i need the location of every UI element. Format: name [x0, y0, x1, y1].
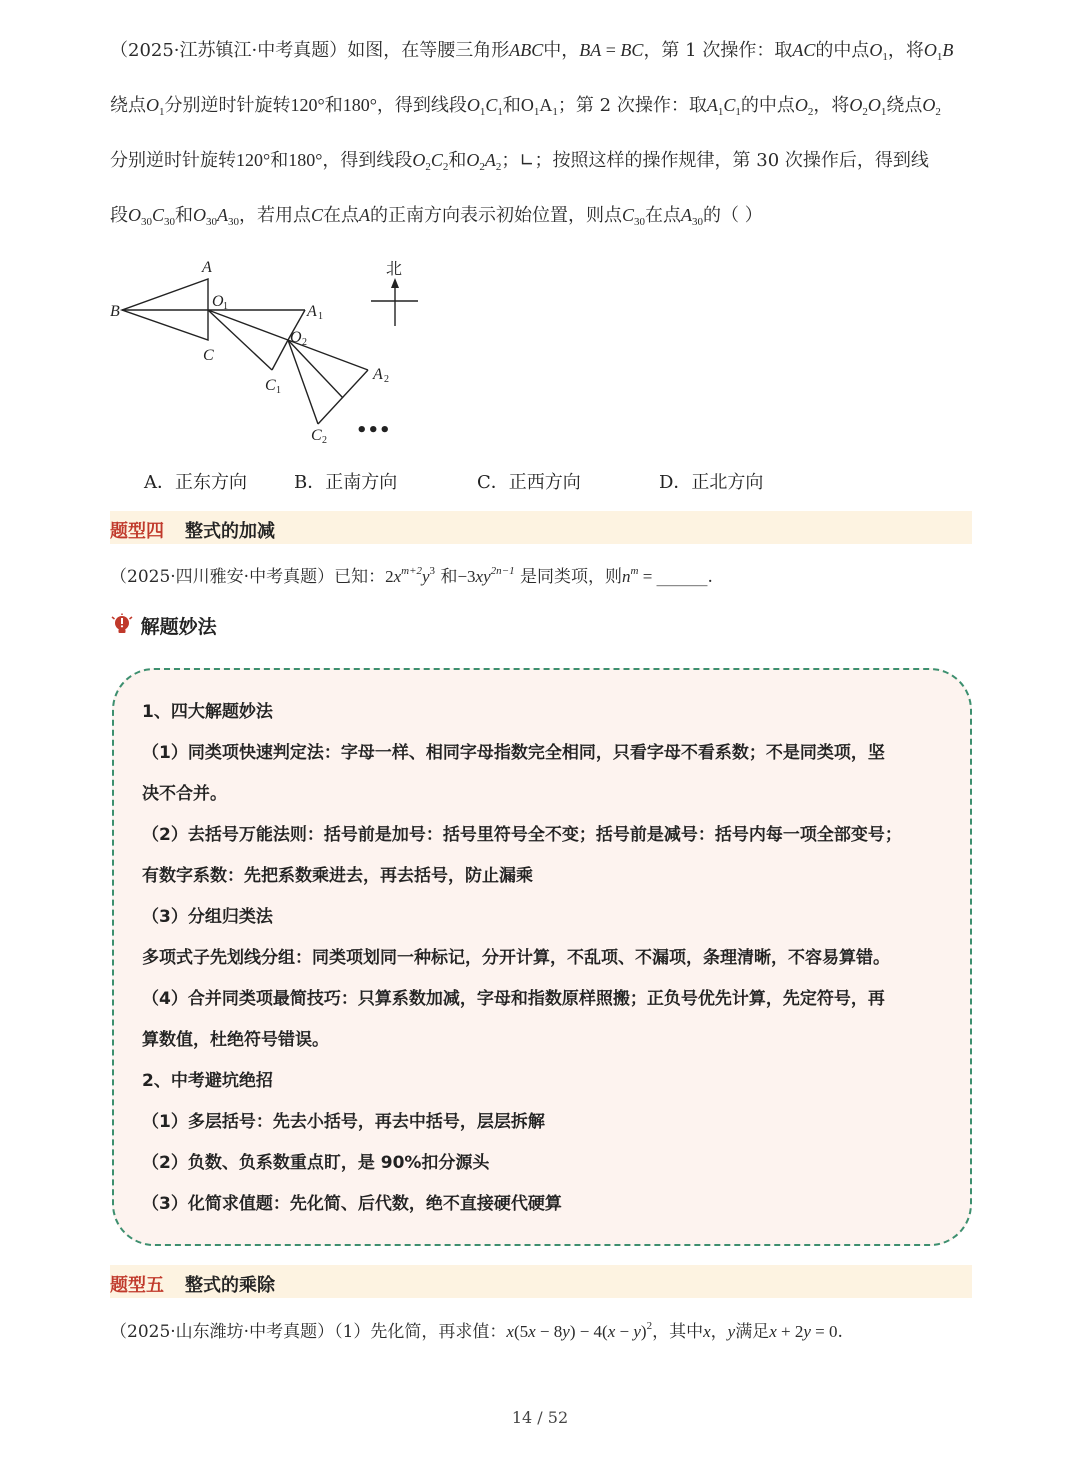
svg-text:1: 1: [276, 385, 281, 396]
lightbulb-icon: [110, 613, 134, 637]
svg-text:1: 1: [223, 301, 228, 312]
tips-line: （3）分组归类法: [142, 907, 273, 927]
label-a: A: [202, 259, 212, 276]
tips-line: 2、中考避坑绝招: [142, 1071, 273, 1091]
tips-line: （1）多层括号：先去小括号，再去中括号，层层拆解: [142, 1112, 545, 1132]
section-header-4: 题型四 整式的加减: [110, 511, 972, 544]
north-label: 北: [386, 259, 403, 278]
label-o1: O: [212, 293, 224, 310]
label-o2: O: [290, 329, 302, 346]
north-arrow-icon: [371, 278, 418, 326]
question-1: （2025·江苏镇江·中考真题）如图，在等腰三角形ABC中，BA = BC，第 1 次操作：取AC的中点$O_1$，将$O_1B$ 绕点$O_1$分别逆时针旋转120°和180°，得到线段$O_1C_1$和$O_1A_1$；第 2 次操作：取$A_1C_1$的中点$O_2$，将$O_2O_1$绕点$O_2$ 分别逆时针旋转120°和180°，得到线段$O_2C_2$和$O_2A_2$；∟；按照这样的操作规律，第 30 次操作后，得到线 段$O_{30}C_{30}$和$O_{30}A_{30}$，若用点C在点A的正南方向表示初始位置，则点$C_{30}$在点$A_{30}$的（ ）: [110, 40, 954, 228]
tips-line: 算数值，杜绝符号错误。: [142, 1030, 329, 1050]
tips-box: [112, 668, 972, 1246]
option-d[interactable]: D．正北方向: [659, 472, 764, 493]
option-c[interactable]: C．正西方向: [477, 472, 581, 493]
tips-line: 多项式子先划线分组：同类项划同一种标记，分开计算，不乱项、不漏项，条理清晰，不容易算错。: [142, 948, 890, 968]
label-c2: C: [311, 427, 322, 444]
svg-text:2: 2: [322, 435, 327, 446]
tips-line: 有数字系数：先把系数乘进去，再去括号，防止漏乘: [142, 866, 533, 886]
tips-title: 解题妙法: [110, 612, 217, 639]
label-a1: A: [307, 303, 317, 320]
section-header-5: 题型五 整式的乘除: [110, 1265, 972, 1298]
tips-line: （2）负数、负系数重点盯，是 90%扣分源头: [142, 1153, 490, 1173]
ellipsis-dots: •••: [356, 420, 391, 441]
label-b: B: [110, 303, 120, 320]
option-a[interactable]: A．正东方向: [144, 472, 247, 493]
tips-line: 1、四大解题妙法: [142, 702, 273, 722]
tips-line: （3）化简求值题：先化简、后代数，绝不直接硬代硬算: [142, 1194, 562, 1214]
tips-line: （1）同类项快速判定法：字母一样、相同字母指数完全相同，只看字母不看系数；不是同类项，坚: [142, 743, 885, 763]
answer-blank[interactable]: ______.: [656, 567, 713, 587]
svg-text:2: 2: [302, 337, 307, 348]
page-number: 14 / 52: [511, 1408, 569, 1427]
tips-line: （4）合并同类项最简技巧：只算系数加减，字母和指数原样照搬；正负号优先计算，先定符号，再: [142, 989, 885, 1009]
question-3: （2025·山东潍坊·中考真题）（1）先化简，再求值：$x(5x - 8y) - 4(x - y)^2$，其中x，y满足x + 2y = 0.: [110, 1320, 843, 1342]
label-a2: A: [373, 366, 383, 383]
svg-text:1: 1: [318, 311, 323, 322]
question-2: （2025·四川雅安·中考真题）已知：$2x^{m+2}y^3$ 和$-3xy^{2n-1}$ 是同类项，则$n^m$ = ______.: [110, 565, 713, 587]
tips-line: 决不合并。: [142, 784, 227, 804]
tips-line: （2）去括号万能法则：括号前是加号：括号里符号全不变；括号前是减号：括号内每一项全部变号；: [142, 825, 902, 845]
svg-text:2: 2: [384, 374, 389, 385]
label-c1: C: [265, 377, 276, 394]
geometry-figure: [100, 252, 440, 452]
option-b[interactable]: B．正南方向: [294, 472, 398, 493]
label-c: C: [203, 347, 214, 364]
